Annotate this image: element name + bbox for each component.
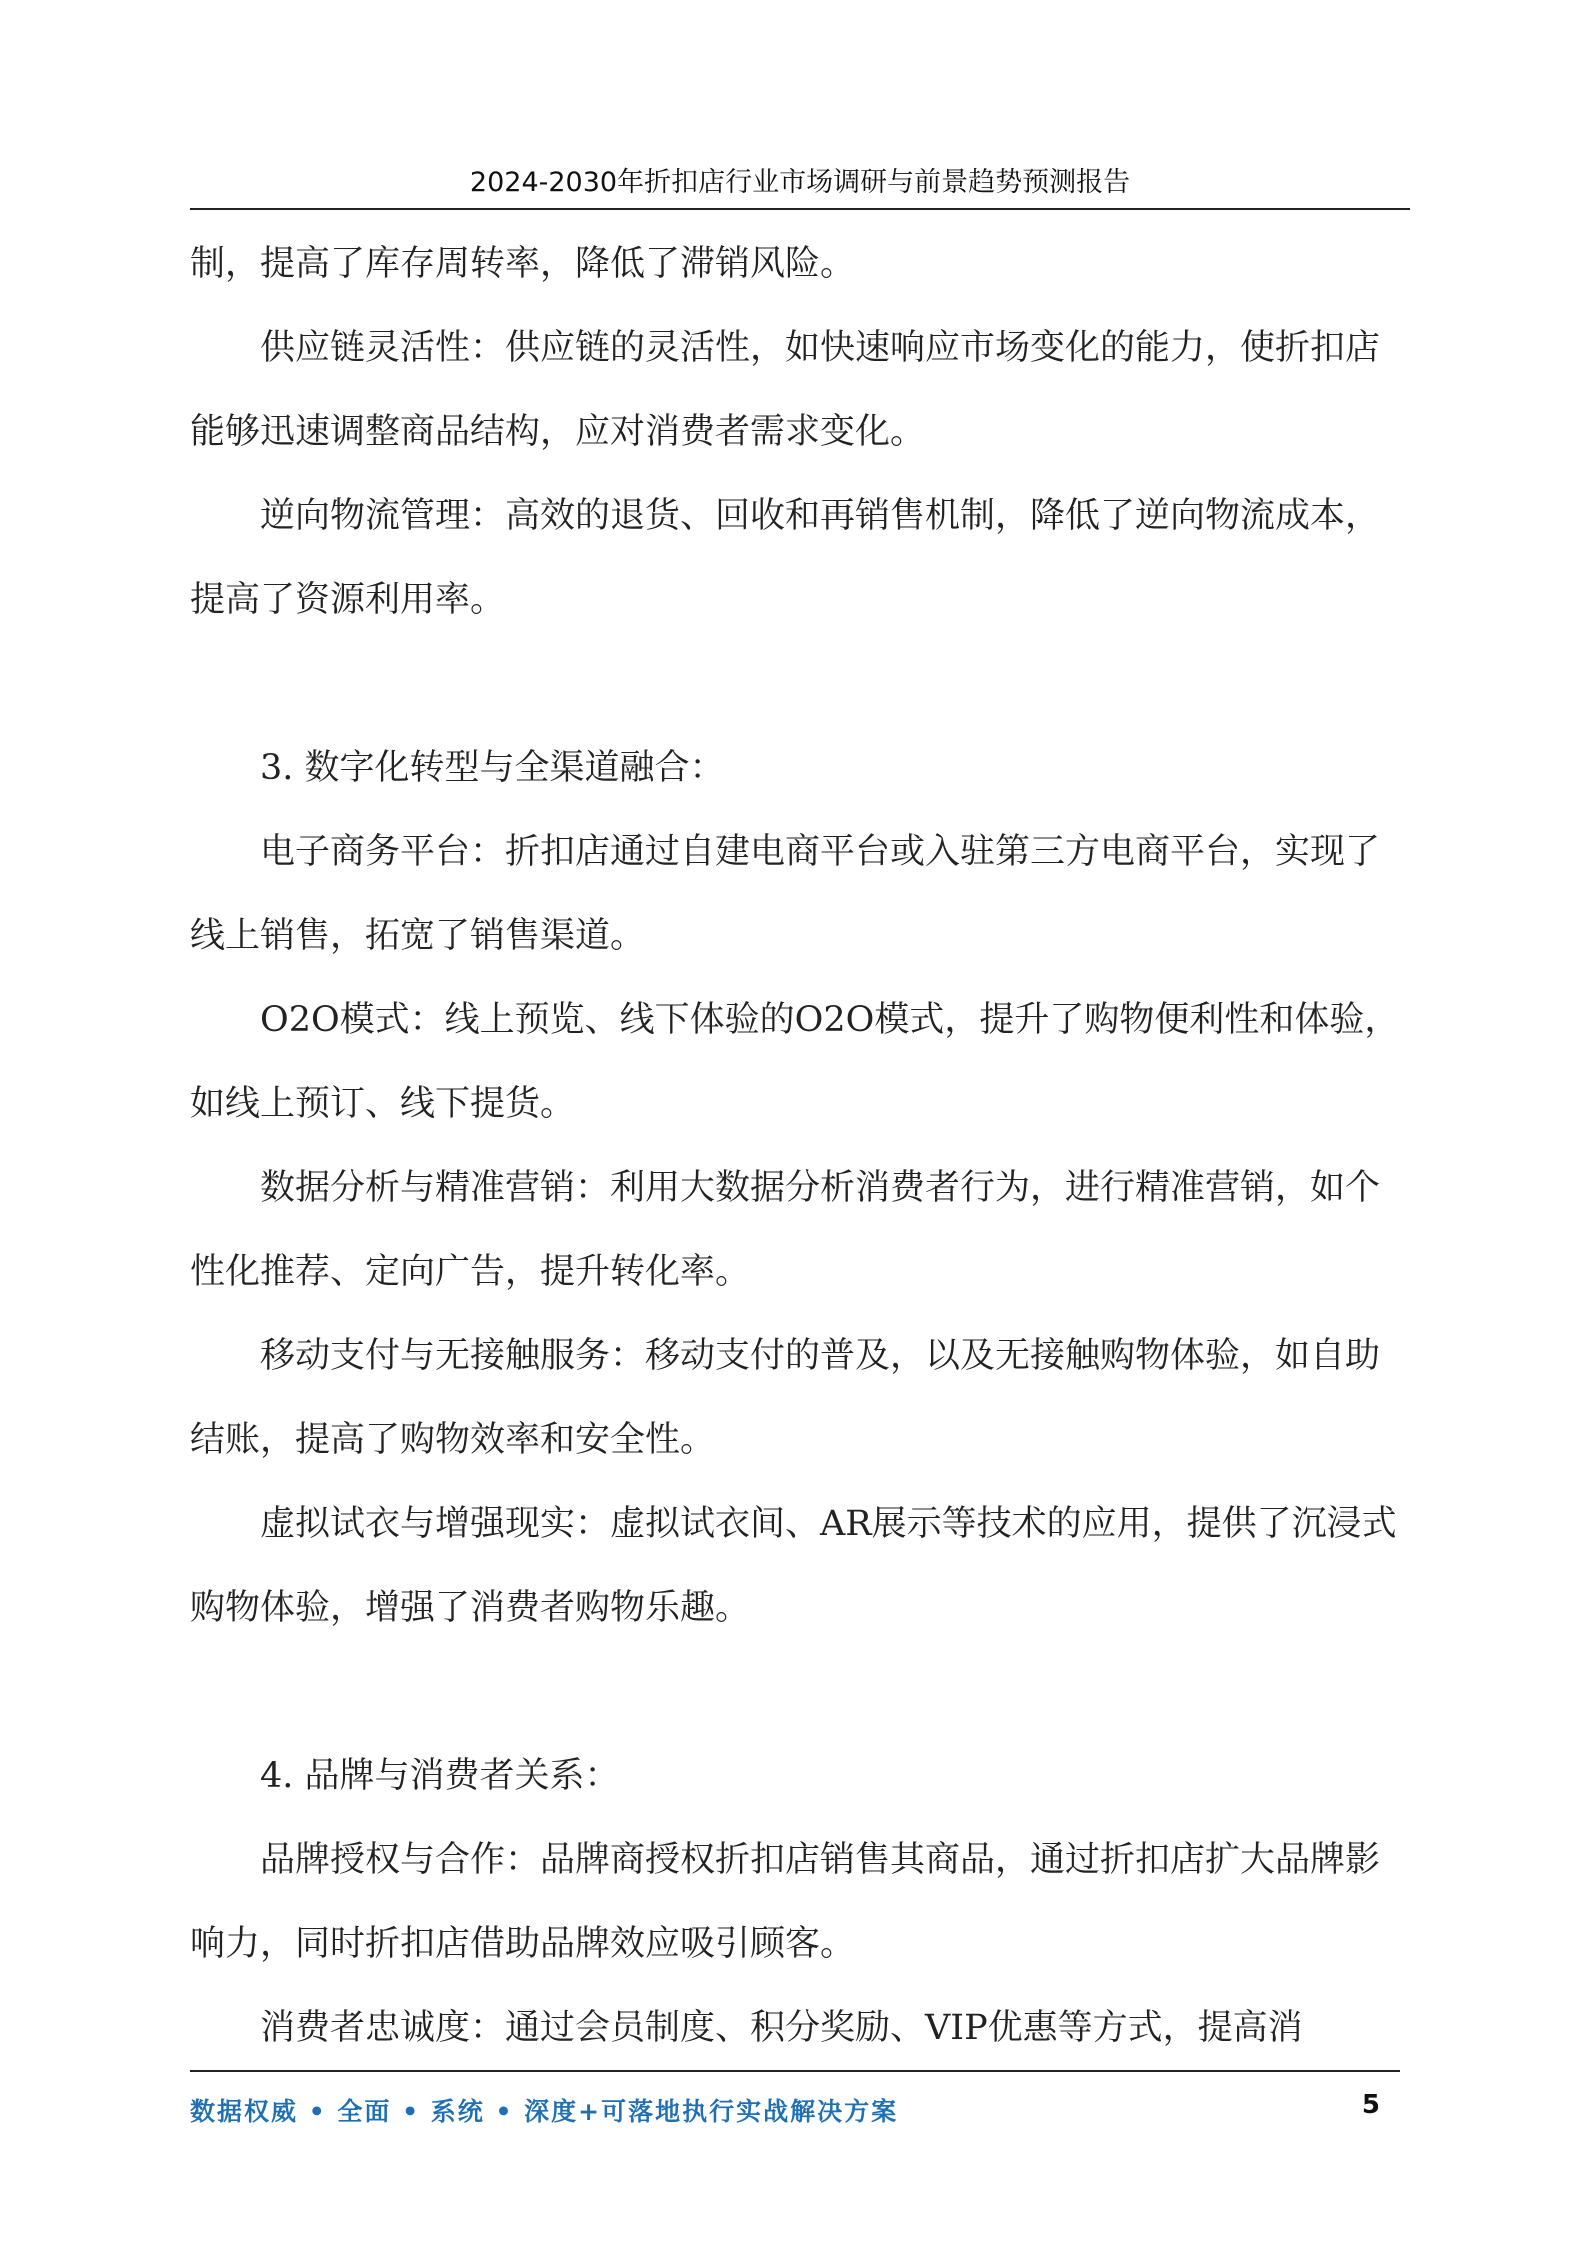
paragraph: 数据分析与精准营销：利用大数据分析消费者行为，进行精准营销，如个性化推荐、定向广告，提升转化率。 <box>190 1168 1381 1292</box>
paragraph: O2O模式：线上预览、线下体验的O2O模式，提升了购物便利性和体验，如线上预订、线下提货。 <box>190 1000 1400 1124</box>
paragraph: 电子商务平台：折扣店通过自建电商平台或入驻第三方电商平台，实现了线上销售，拓宽了销售渠道。 <box>190 832 1381 956</box>
paragraph: 移动支付与无接触服务：移动支付的普及，以及无接触购物体验，如自助结账，提高了购物效率和安全性。 <box>190 1336 1381 1460</box>
header-divider <box>190 208 1410 210</box>
footer-slogan: 数据权威 • 全面 • 系统 • 深度+可落地执行实战解决方案 <box>190 2097 899 2126</box>
section-heading: 3. 数字化转型与全渠道融合： <box>260 748 725 788</box>
paragraph: 品牌授权与合作：品牌商授权折扣店销售其商品，通过折扣店扩大品牌影响力，同时折扣店借助品牌效应吸引顾客。 <box>190 1840 1381 1964</box>
paragraph: 逆向物流管理：高效的退货、回收和再销售机制，降低了逆向物流成本，提高了资源利用率。 <box>190 496 1381 620</box>
paragraph: 制，提高了库存周转率，降低了滞销风险。 <box>190 244 856 284</box>
body-text <box>190 222 1410 2070</box>
paragraph: 虚拟试衣与增强现实：虚拟试衣间、AR展示等技术的应用，提供了沉浸式购物体验，增强了消费者购物乐趣。 <box>190 1504 1397 1628</box>
page-number: 5 <box>1361 2090 1380 2120</box>
footer-divider <box>190 2070 1400 2072</box>
section-heading: 4. 品牌与消费者关系： <box>260 1756 620 1796</box>
paragraph: 消费者忠诚度：通过会员制度、积分奖励、VIP优惠等方式，提高消 <box>260 2008 1303 2048</box>
paragraph: 供应链灵活性：供应链的灵活性，如快速响应市场变化的能力，使折扣店能够迅速调整商品结构，应对消费者需求变化。 <box>190 328 1381 452</box>
header-title: 2024-2030年折扣店行业市场调研与前景趋势预测报告 <box>469 167 1131 198</box>
